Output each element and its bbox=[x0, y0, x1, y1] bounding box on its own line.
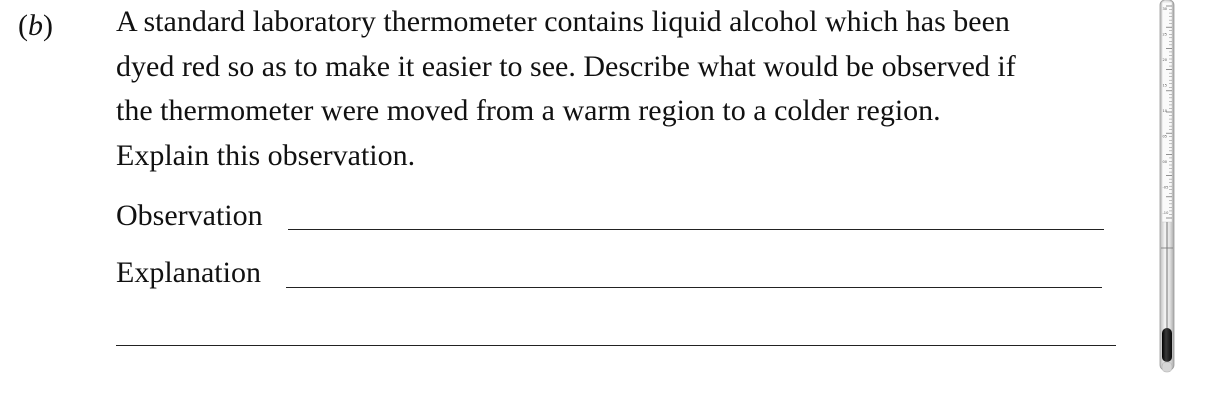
thermometer-bulb bbox=[1162, 328, 1172, 362]
question-line-2: dyed red so as to make it easier to see. Describe what would be observed if bbox=[116, 49, 1016, 83]
thermometer-scale-label: 30 bbox=[1162, 7, 1168, 11]
thermometer-scale-label: -10 bbox=[1162, 211, 1169, 215]
thermometer-scale-label: 25 bbox=[1162, 32, 1168, 37]
explanation-answer-line-1[interactable] bbox=[286, 287, 1102, 288]
part-letter: b bbox=[28, 9, 43, 42]
question-text bbox=[116, 0, 1156, 178]
explanation-label: Explanation bbox=[116, 256, 261, 289]
question-line-1: A standard laboratory thermometer contains liquid alcohol which has been bbox=[116, 5, 1010, 38]
explanation-answer-line-2[interactable] bbox=[116, 345, 1116, 346]
observation-label: Observation bbox=[116, 199, 263, 232]
thermometer-scale-label: 00 bbox=[1162, 160, 1168, 164]
thermometer-scale-label: -05 bbox=[1162, 185, 1169, 190]
thermometer-scale-label: 15 bbox=[1162, 83, 1168, 88]
question-line-4: Explain this observation. bbox=[116, 138, 416, 172]
thermometer-scale-label: 10 bbox=[1162, 109, 1168, 113]
observation-answer-line[interactable] bbox=[288, 229, 1104, 230]
observation-row bbox=[116, 196, 263, 236]
question-part-label: (b) bbox=[18, 9, 53, 42]
question-line-3: the thermometer were moved from a warm region to a colder region. bbox=[116, 94, 941, 127]
thermometer-scale-label: 05 bbox=[1162, 134, 1168, 139]
thermometer-scale-label: 20 bbox=[1162, 58, 1168, 62]
thermometer-icon bbox=[1156, 0, 1178, 376]
explanation-row bbox=[116, 253, 261, 293]
